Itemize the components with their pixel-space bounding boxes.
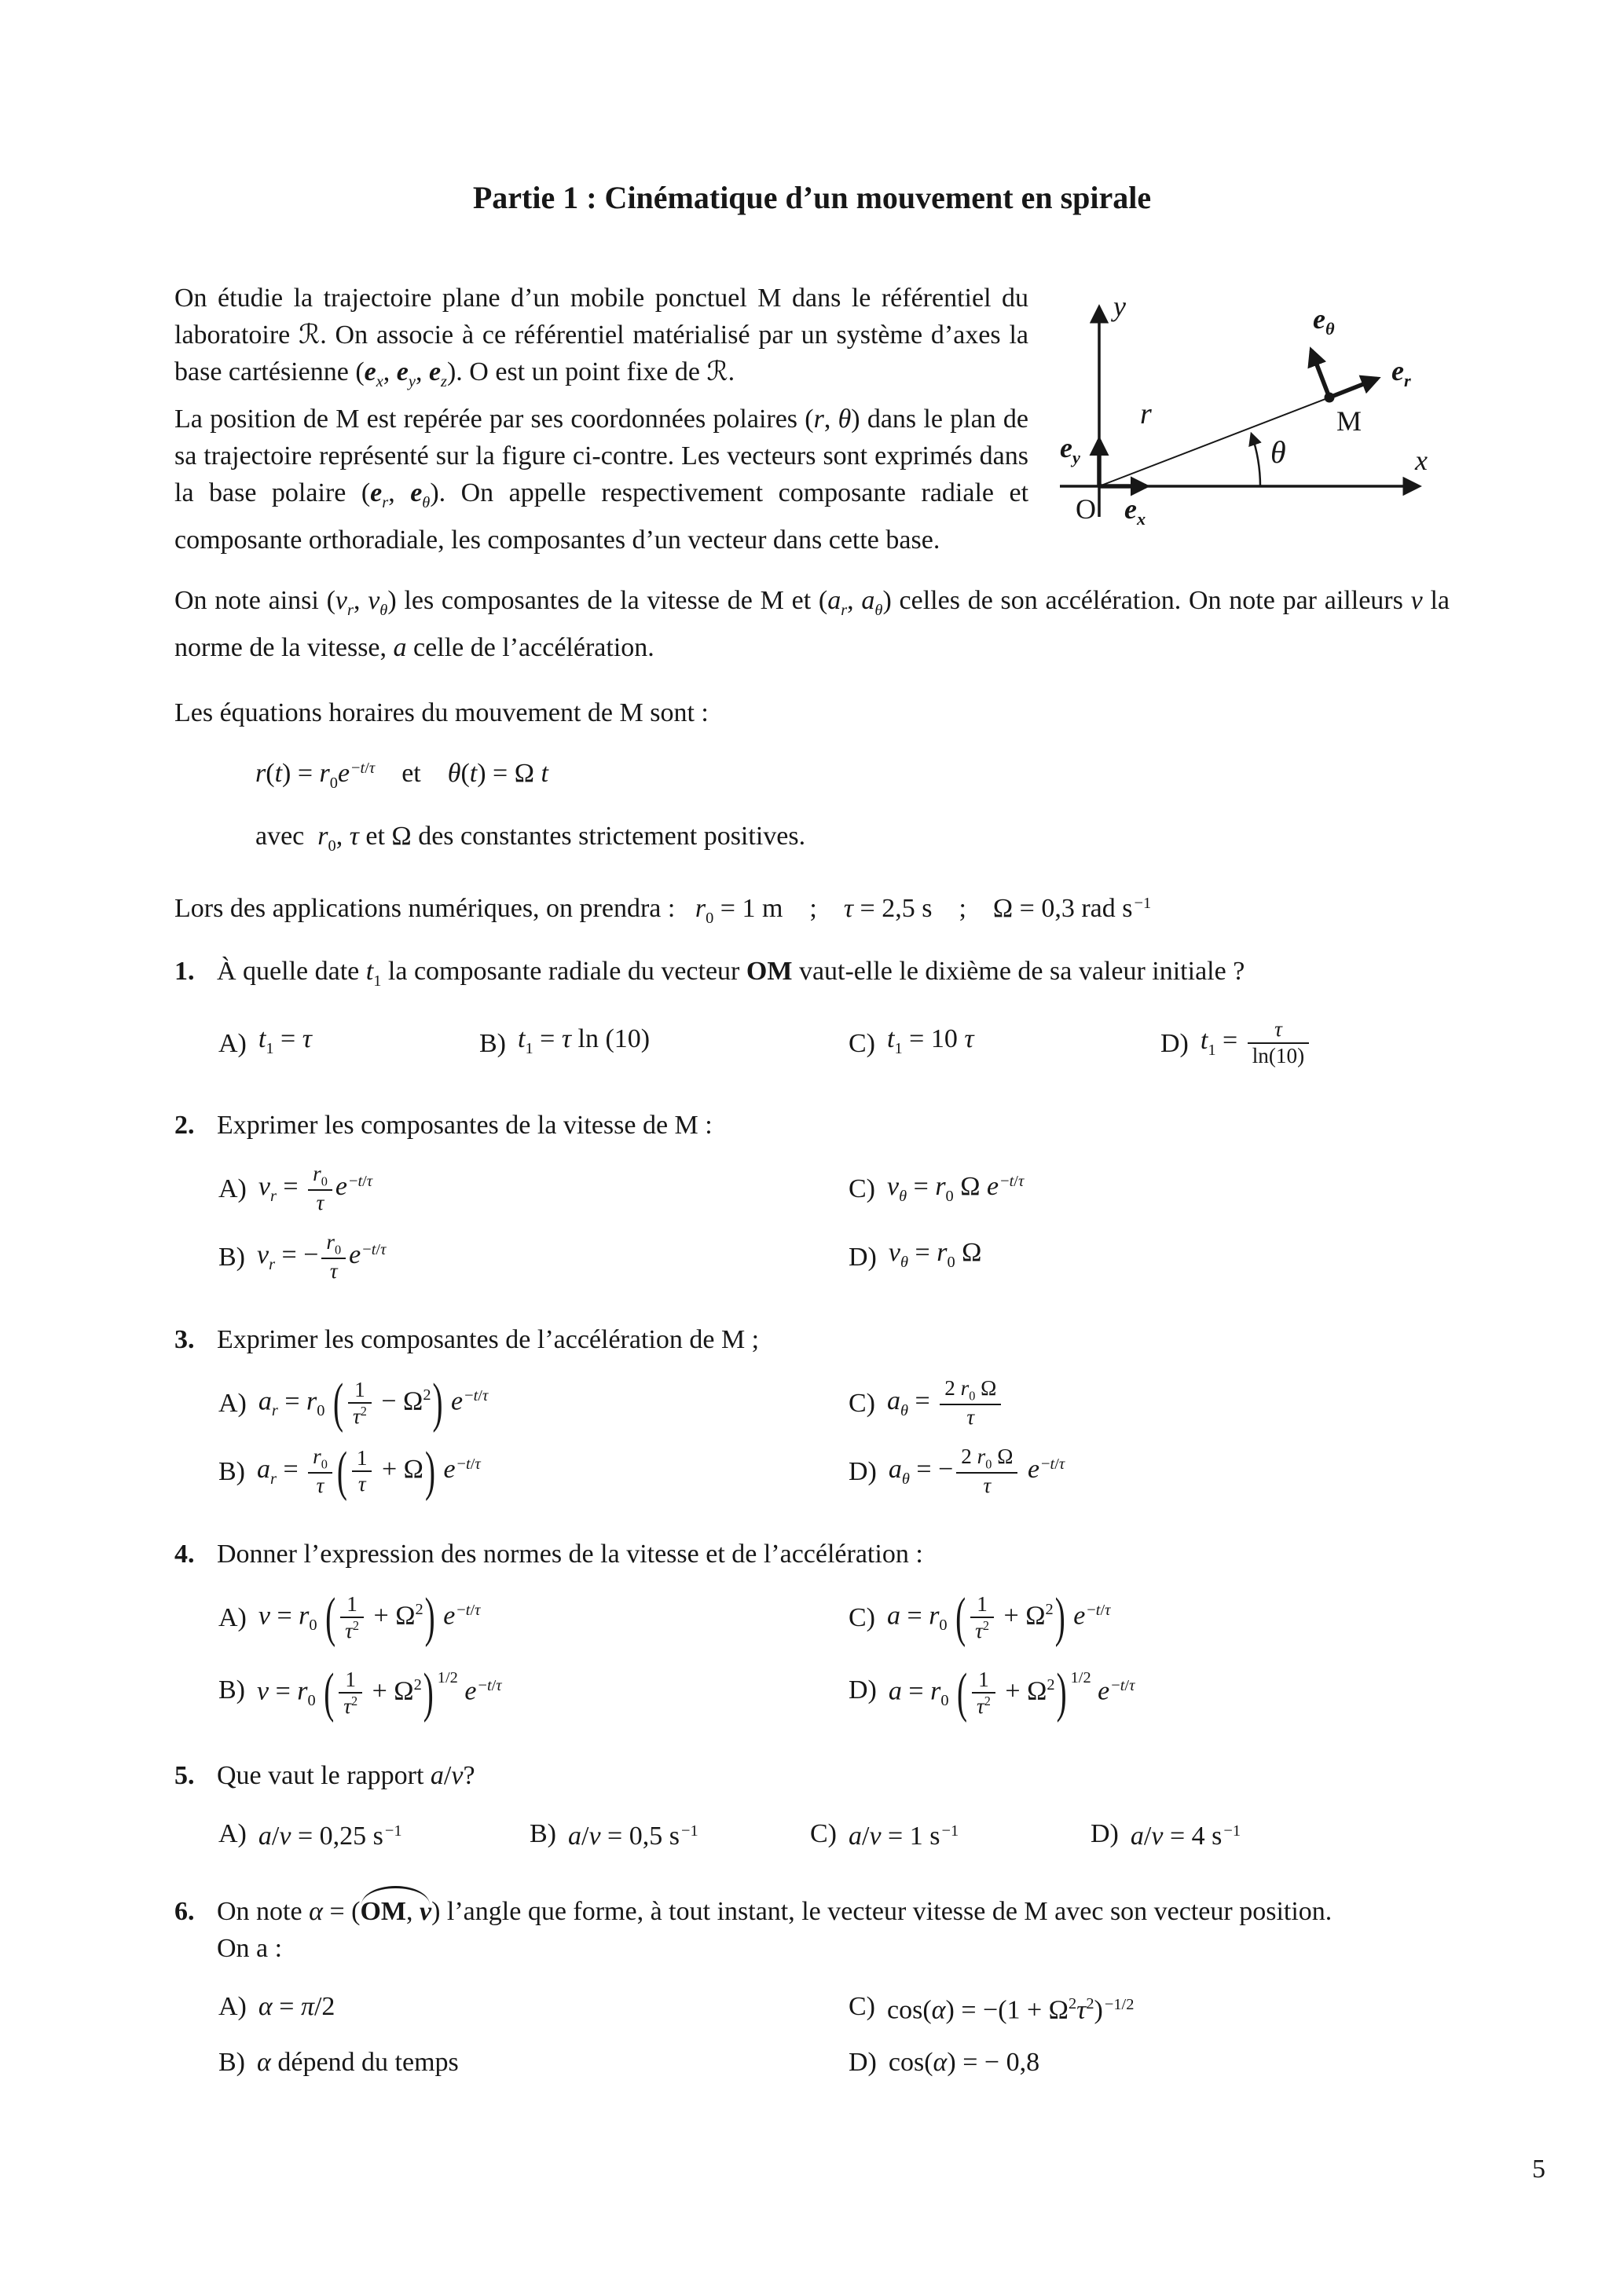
option-formula: a/v = 0,5 $s^{-1}$ <box>568 1822 698 1851</box>
question-3-option-d <box>849 1445 1450 1498</box>
question-1-option-d <box>1160 1018 1450 1069</box>
option-formula: $v_r$ = − $\frac{r_0}{\tau}$ $e^{-t/\tau}$ <box>257 1230 387 1283</box>
question-4-option-c <box>849 1587 1450 1649</box>
e-y-label: $e_y$ <box>1060 432 1080 468</box>
question-6-options <box>174 1986 1450 2081</box>
question-6-number: 6. <box>174 1896 195 1926</box>
option-formula: $a_r$ = $\frac{r_0}{\tau}$ ( $\frac{1}{\tau}$ + Ω) $e^{-t/\tau}$ <box>257 1441 481 1502</box>
theta-label: θ <box>1270 434 1286 470</box>
option-label: D) <box>1160 1029 1189 1059</box>
question-4 <box>174 1536 1450 1724</box>
question-6-option-d <box>849 2044 1450 2081</box>
option-formula: $t_1$ = $\frac{\tau}{\ln(10)}$ <box>1201 1018 1312 1069</box>
question-4-options <box>174 1587 1450 1724</box>
e-r-vector <box>1329 379 1377 397</box>
option-label: A) <box>218 1389 247 1419</box>
question-1-option-b <box>479 1020 849 1067</box>
question-4-option-a <box>218 1587 849 1649</box>
diagram-canvas <box>1049 280 1450 551</box>
intro-paragraph-1: On étudie la trajectoire plane d’un mobile ponctuel M dans le référentiel du laboratoire ℛ. On associe à ce référentiel matérialisé par un système d’axes la base cartésienne ($e_x$, $e_y$, $e_z$). O est un point fixe de ℛ. <box>174 284 1028 390</box>
x-axis-label: x <box>1415 445 1428 476</box>
question-6-option-a <box>218 1988 849 2025</box>
question-5-option-d <box>1091 1813 1450 1855</box>
option-formula: $a_\theta$ = $\frac{2 r_0 \Omega}{\tau}$ <box>887 1377 1004 1430</box>
question-3-option-c <box>849 1377 1450 1430</box>
option-formula: $v_\theta = r_0$ Ω <box>888 1237 982 1271</box>
intro-paragraph-3: On note ainsi ($v_r$, $v_\theta$) les composantes de la vitesse de M et ($a_r$, $a_\theta$) celles de son accélération. On note par ailleurs v la norme de la vitesse, a celle de l’accélération. <box>174 586 1450 662</box>
question-2-option-a <box>218 1163 849 1215</box>
question-2-option-c <box>849 1163 1450 1215</box>
polar-coordinates-diagram <box>1049 280 1450 582</box>
question-1-number: 1. <box>174 956 195 986</box>
option-formula: α dépend du temps <box>257 2047 459 2077</box>
equations-intro: Les équations horaires du mouvement de M sont : <box>174 698 709 727</box>
question-6-text-line2: On a : <box>217 1933 283 1963</box>
option-formula: $v = r_0$ ( $\frac{1}{\tau^2}$ + $\Omega^2$) $^{1/2}$ $e^{-t/\tau}$ <box>257 1662 502 1724</box>
page-title: Partie 1 : Cinématique d’un mouvement en spirale <box>472 180 1152 215</box>
question-1 <box>174 953 1450 1070</box>
constants-note: avec $r_0$, τ et Ω des constantes strictement positives. <box>255 821 806 855</box>
option-formula: a/v = 0,25 $s^{-1}$ <box>258 1822 402 1851</box>
question-2-number: 2. <box>174 1111 195 1141</box>
question-6-option-c <box>849 1986 1450 2028</box>
angle-arc <box>1252 434 1260 486</box>
option-label: B) <box>530 1819 556 1849</box>
point-m-dot <box>1325 393 1335 403</box>
theta-arc <box>1252 434 1260 486</box>
question-3-text: Exprimer les composantes de l’accélération de M ; <box>217 1325 760 1355</box>
question-2-option-d <box>849 1234 1450 1281</box>
e-theta-label: $e_\theta$ <box>1313 303 1335 339</box>
option-label: A) <box>218 1174 247 1204</box>
question-5-options <box>174 1813 1450 1855</box>
question-2-text: Exprimer les composantes de la vitesse de M : <box>217 1111 713 1141</box>
question-3-option-a <box>218 1372 849 1434</box>
question-2-option-b <box>218 1231 849 1283</box>
option-label: D) <box>849 1243 877 1273</box>
y-axis-label: y <box>1113 291 1126 322</box>
option-label: D) <box>849 1457 877 1487</box>
option-formula: $a_r = r_0$ ( $\frac{1}{\tau^2}$ − $\Omega^2$) $e^{-t/\tau}$ <box>258 1372 489 1434</box>
option-label: B) <box>218 2047 245 2077</box>
question-4-option-b <box>218 1660 849 1724</box>
intro-section <box>174 280 1450 558</box>
radius-line <box>1099 397 1329 486</box>
option-label: A) <box>218 1992 247 2022</box>
question-2-options <box>174 1163 1450 1283</box>
question-4-text: Donner l’expression des normes de la vitesse et de l’accélération : <box>217 1539 923 1569</box>
question-3 <box>174 1321 1450 1502</box>
option-label: C) <box>849 1029 875 1059</box>
origin-label: O <box>1076 493 1096 525</box>
option-label: C) <box>810 1819 837 1849</box>
question-3-options <box>174 1372 1450 1502</box>
question-6-option-b <box>218 2044 849 2081</box>
option-label: B) <box>218 1457 245 1487</box>
option-label: C) <box>849 1603 875 1633</box>
option-label: D) <box>849 2047 877 2077</box>
option-label: D) <box>849 1675 877 1705</box>
page-number: 5 <box>1532 2155 1545 2184</box>
option-formula: a/v = 1 $s^{-1}$ <box>849 1822 959 1851</box>
question-6 <box>174 1893 1450 2081</box>
option-label: D) <box>1091 1819 1119 1849</box>
option-label: A) <box>218 1029 247 1059</box>
option-label: B) <box>479 1029 506 1059</box>
radius-label: r <box>1140 397 1152 430</box>
option-formula: $v_r$ = $\frac{r_0}{\tau}$ $e^{-t/\tau}$ <box>258 1162 373 1215</box>
option-formula: $a_\theta$ = − $\frac{2 r_0 \Omega}{\tau}$ $e^{-t/\tau}$ <box>888 1445 1065 1498</box>
question-2 <box>174 1107 1450 1283</box>
intro-paragraph-2: La position de M est repérée par ses coordonnées polaires (r, θ) dans le plan de sa trajectoire représenté sur la figure ci-contre. Les vecteurs sont exprimés dans la base polaire ($e_r$, $e_\theta$). On appelle respectivement composante radiale et composante orthoradiale, les composantes d’un vecteur dans cette base. <box>174 404 1029 555</box>
option-label: A) <box>218 1603 247 1633</box>
question-5-text: Que vaut le rapport a/v? <box>217 1761 475 1791</box>
option-formula: a/v = 4 $s^{-1}$ <box>1130 1822 1241 1851</box>
question-5-number: 5. <box>174 1761 195 1791</box>
option-formula: cos(α) = − 0,8 <box>888 2047 1040 2077</box>
option-formula: $t_1 = \tau$ <box>258 1024 312 1057</box>
option-formula: $a = r_0$ ( $\frac{1}{\tau^2}$ + $\Omega^2$) $^{1/2}$ $e^{-t/\tau}$ <box>888 1662 1135 1724</box>
radial-line <box>1099 397 1329 486</box>
point-m-label: M <box>1336 405 1362 437</box>
question-4-number: 4. <box>174 1539 195 1569</box>
option-label: B) <box>218 1243 245 1273</box>
question-1-options <box>174 1018 1450 1069</box>
e-r-label: $e_r$ <box>1391 355 1411 391</box>
option-label: B) <box>218 1675 245 1705</box>
option-label: C) <box>849 1389 875 1419</box>
option-label: A) <box>218 1819 247 1849</box>
e-x-label: $e_x$ <box>1124 493 1146 529</box>
question-6-text-line1: On note α = (OM, v) l’angle que forme, à tout instant, le vecteur vitesse de M avec son vecteur position. <box>217 1893 1450 1930</box>
question-1-option-a <box>218 1020 479 1067</box>
option-formula: $\cos(\alpha) = -(1 + \Omega^2\tau^2)^{-1/2}$ <box>887 1994 1135 2024</box>
question-1-option-c <box>849 1020 1160 1067</box>
numeric-values: Lors des applications numériques, on prendra : $r_0 = 1$ m ; τ = 2,5 s ; Ω = 0,3 rad $s^{-1}$ <box>174 893 1152 927</box>
option-label: C) <box>849 1992 875 2022</box>
question-6-text <box>217 1893 1450 1967</box>
questions-list <box>174 953 1450 2081</box>
option-formula: $t_1 = 10$ τ <box>887 1024 974 1057</box>
page-content <box>174 280 1450 2081</box>
question-5-option-c <box>810 1813 1091 1855</box>
option-formula: α = π/2 <box>258 1992 335 2022</box>
e-theta-vector <box>1311 350 1329 397</box>
question-4-option-d <box>849 1660 1450 1724</box>
question-3-number: 3. <box>174 1325 195 1355</box>
option-label: C) <box>849 1174 875 1204</box>
option-formula: $t_1 = \tau$ ln (10) <box>518 1024 651 1057</box>
question-5-option-a <box>218 1813 530 1855</box>
question-1-text: À quelle date $t_1$ la composante radiale du vecteur OM vaut-elle le dixième de sa valeur initiale ? <box>217 956 1245 990</box>
option-formula: $a = r_0$ ( $\frac{1}{\tau^2}$ + $\Omega^2$) $e^{-t/\tau}$ <box>887 1587 1111 1649</box>
option-formula: $v = r_0$ ( $\frac{1}{\tau^2}$ + $\Omega^2$) $e^{-t/\tau}$ <box>258 1587 481 1649</box>
question-5 <box>174 1757 1450 1855</box>
question-3-option-b <box>218 1441 849 1502</box>
motion-equations: $r(t) = r_0e^{-t/\tau}$ et θ(t) = Ω t <box>255 759 548 792</box>
question-5-option-b <box>530 1813 810 1855</box>
option-formula: $v_\theta = r_0$ Ω $e^{-t/\tau}$ <box>887 1172 1025 1205</box>
